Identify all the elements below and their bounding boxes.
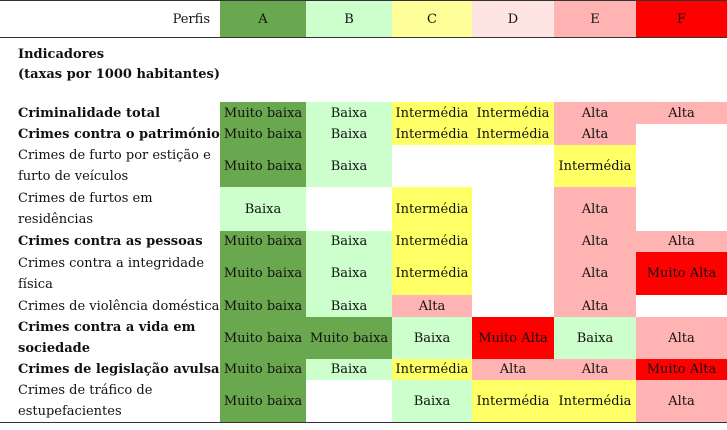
level-cell-a: Muito baixa [220, 359, 306, 380]
level-cell-b: Baixa [306, 252, 392, 295]
profile-header-e: E [554, 1, 636, 38]
level-cell-d [472, 252, 554, 295]
indicator-name: Crimes de violência doméstica [18, 298, 220, 314]
level-cell-f: Muito Alta [636, 252, 727, 295]
indicator-name: Crimes contra a vida em sociedade [18, 320, 196, 356]
level-cell-e: Intermédia [554, 380, 636, 423]
level-cell-d: Intermédia [472, 102, 554, 124]
level-cell-a: Muito baixa [220, 252, 306, 295]
level-cell-a: Muito baixa [220, 317, 306, 359]
level-cell-c: Intermédia [392, 359, 472, 380]
table-row [0, 317, 727, 359]
level-cell-b: Baixa [306, 124, 392, 145]
level-cell-d: Intermédia [472, 124, 554, 145]
level-cell-c: Intermédia [392, 187, 472, 231]
level-cell-f: Alta [636, 231, 727, 252]
level-cell-e: Intermédia [554, 145, 636, 187]
table-row [0, 102, 727, 124]
table-row [0, 187, 727, 231]
level-cell-b: Baixa [306, 145, 392, 187]
level-cell-e: Baixa [554, 317, 636, 359]
level-cell-a: Muito baixa [220, 124, 306, 145]
indicators-heading [0, 38, 727, 93]
level-cell-a: Muito baixa [220, 231, 306, 252]
table-row [0, 359, 727, 380]
indicator-name: Crimes contra o património [18, 127, 220, 142]
level-cell-c: Baixa [392, 380, 472, 423]
indicator-name: Crimes de tráfico de estupefacientes [18, 383, 153, 419]
table-row [0, 295, 727, 317]
indicators-title: Indicadores [18, 47, 105, 62]
indicators-subtitle: (taxas por 1000 habitantes) [18, 67, 220, 82]
level-cell-f: Alta [636, 102, 727, 124]
level-cell-e: Alta [554, 295, 636, 317]
profile-header-b: B [306, 1, 392, 38]
level-cell-a: Baixa [220, 187, 306, 231]
profile-header-c: C [392, 1, 472, 38]
indicator-name: Crimes de furto por estição e furto de veículos [18, 148, 211, 184]
indicator-name: Crimes de furtos em residências [18, 191, 153, 227]
profile-header-d: D [472, 1, 554, 38]
level-cell-b [306, 187, 392, 231]
spacer-row [0, 92, 727, 102]
perfis-label: Perfis [172, 11, 210, 27]
level-cell-a: Muito baixa [220, 145, 306, 187]
table-row [0, 380, 727, 423]
level-cell-b: Muito baixa [306, 317, 392, 359]
level-cell-e: Alta [554, 187, 636, 231]
level-cell-d [472, 145, 554, 187]
table-row [0, 252, 727, 295]
level-cell-a: Muito baixa [220, 102, 306, 124]
level-cell-c: Baixa [392, 317, 472, 359]
level-cell-a: Muito baixa [220, 380, 306, 423]
level-cell-f: Alta [636, 317, 727, 359]
level-cell-f [636, 124, 727, 145]
level-cell-b [306, 380, 392, 423]
level-cell-c: Intermédia [392, 252, 472, 295]
level-cell-e: Alta [554, 102, 636, 124]
table-row [0, 124, 727, 145]
level-cell-b: Baixa [306, 359, 392, 380]
level-cell-c [392, 145, 472, 187]
level-cell-b: Baixa [306, 295, 392, 317]
level-cell-b: Baixa [306, 102, 392, 124]
level-cell-e: Alta [554, 124, 636, 145]
header-row [0, 1, 727, 38]
level-cell-f: Alta [636, 380, 727, 423]
level-cell-c: Intermédia [392, 124, 472, 145]
table-row [0, 231, 727, 252]
level-cell-e: Alta [554, 252, 636, 295]
level-cell-a: Muito baixa [220, 295, 306, 317]
indicator-name: Crimes de legislação avulsa [18, 362, 220, 377]
level-cell-d: Intermédia [472, 380, 554, 423]
indicators-heading-row [0, 38, 727, 93]
level-cell-c: Alta [392, 295, 472, 317]
level-cell-f [636, 145, 727, 187]
level-cell-f [636, 295, 727, 317]
level-cell-b: Baixa [306, 231, 392, 252]
table-row [0, 145, 727, 187]
level-cell-c: Intermédia [392, 102, 472, 124]
level-cell-d: Alta [472, 359, 554, 380]
level-cell-d [472, 295, 554, 317]
profile-header-f: F [636, 1, 727, 38]
indicator-name: Criminalidade total [18, 105, 161, 121]
level-cell-f: Muito Alta [636, 359, 727, 380]
level-cell-e: Alta [554, 231, 636, 252]
indicator-name: Crimes contra a integridade física [18, 255, 205, 292]
profile-header-a: A [220, 1, 306, 38]
level-cell-d [472, 231, 554, 252]
level-cell-e: Alta [554, 359, 636, 380]
level-cell-d [472, 187, 554, 231]
level-cell-f [636, 187, 727, 231]
level-cell-d: Muito Alta [472, 317, 554, 359]
level-cell-c: Intermédia [392, 231, 472, 252]
indicator-name: Crimes contra as pessoas [18, 234, 203, 249]
